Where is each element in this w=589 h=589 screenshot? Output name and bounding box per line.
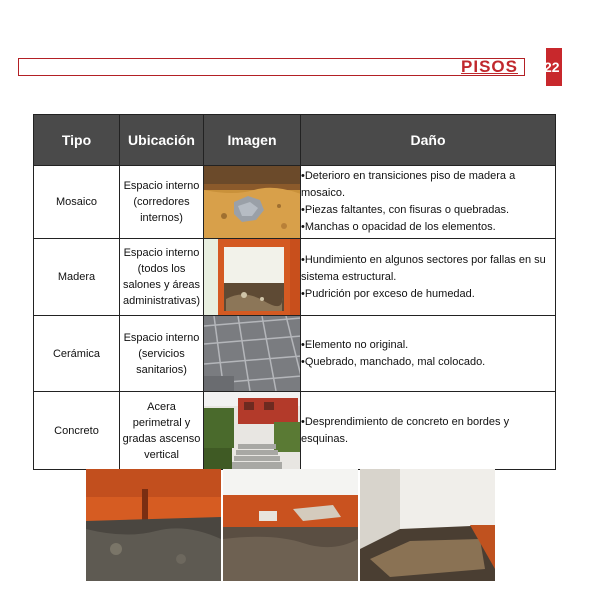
page-number: 22 xyxy=(544,59,560,75)
ubicacion-line: internos) xyxy=(140,212,183,224)
ubicacion-line: sanitarios) xyxy=(136,363,187,376)
ubicacion-line: perimetral y xyxy=(132,416,191,429)
ubicacion-line: Espacio interno xyxy=(123,180,200,192)
ubicacion-line: administrativas) xyxy=(122,295,201,307)
dano-item: •Manchas o opacidad de los elementos. xyxy=(301,221,496,233)
row-tipo: Mosaico xyxy=(34,166,120,239)
row-ubicacion xyxy=(120,166,204,239)
dano-item: •Deterioro en transiciones piso de madera a mosaico. xyxy=(301,170,516,199)
header-ubicacion: Ubicación xyxy=(120,115,204,166)
header-bar xyxy=(18,58,525,76)
row-tipo: Madera xyxy=(34,239,120,316)
table-row xyxy=(34,392,556,470)
table-row xyxy=(34,239,556,316)
dano-item: •Quebrado, manchado, mal colocado. xyxy=(301,355,486,368)
row-image xyxy=(204,392,301,470)
row-ubicacion xyxy=(120,316,204,392)
ubicacion-line: vertical xyxy=(144,448,179,461)
dano-item: sistema estructural. xyxy=(301,270,397,283)
row-image xyxy=(204,239,301,316)
ubicacion-line: Espacio interno xyxy=(123,331,200,344)
ubicacion-line: (servicios xyxy=(138,347,185,360)
row-image xyxy=(204,316,301,392)
dano-item: •Piezas faltantes, con fisuras o quebradas. xyxy=(301,204,510,216)
concrete-steps-photo xyxy=(204,392,300,469)
skirting-damage-photo xyxy=(86,469,221,581)
row-dano xyxy=(301,166,556,239)
dano-item: •Hundimiento en algunos sectores por fallas en su xyxy=(301,253,546,266)
ceramic-tile-photo xyxy=(204,316,300,391)
ubicacion-line: (todos los xyxy=(137,263,186,275)
wood-floor-photo xyxy=(204,239,300,315)
header-dano: Daño xyxy=(301,115,556,166)
header-imagen: Imagen xyxy=(204,115,301,166)
ubicacion-line: Acera xyxy=(147,400,176,413)
row-image xyxy=(204,166,301,239)
dano-item: •Desprendimiento de concreto en bordes y esquinas. xyxy=(301,415,510,445)
mosaic-floor-photo xyxy=(204,166,300,238)
row-dano xyxy=(301,316,556,392)
row-ubicacion xyxy=(120,239,204,316)
header-tipo: Tipo xyxy=(34,115,120,166)
row-ubicacion xyxy=(120,392,204,470)
corner-floor-photo xyxy=(360,469,495,581)
table-header-row xyxy=(34,115,556,166)
row-tipo: Cerámica xyxy=(34,316,120,392)
row-tipo: Concreto xyxy=(34,392,120,470)
table-row xyxy=(34,316,556,392)
baseboard-detail-photo xyxy=(223,469,358,581)
row-dano xyxy=(301,239,556,316)
ubicacion-line: Espacio interno xyxy=(123,247,200,259)
dano-item: •Pudrición por exceso de humedad. xyxy=(301,287,475,300)
page-title: PISOS xyxy=(461,57,518,76)
ubicacion-line: gradas ascenso xyxy=(122,432,201,445)
row-dano xyxy=(301,392,556,470)
ubicacion-line: salones y áreas xyxy=(122,279,201,291)
table-row xyxy=(34,166,556,239)
ubicacion-line: (corredores xyxy=(133,196,190,208)
dano-item: •Elemento no original. xyxy=(301,338,409,351)
floor-damage-table xyxy=(33,114,556,470)
